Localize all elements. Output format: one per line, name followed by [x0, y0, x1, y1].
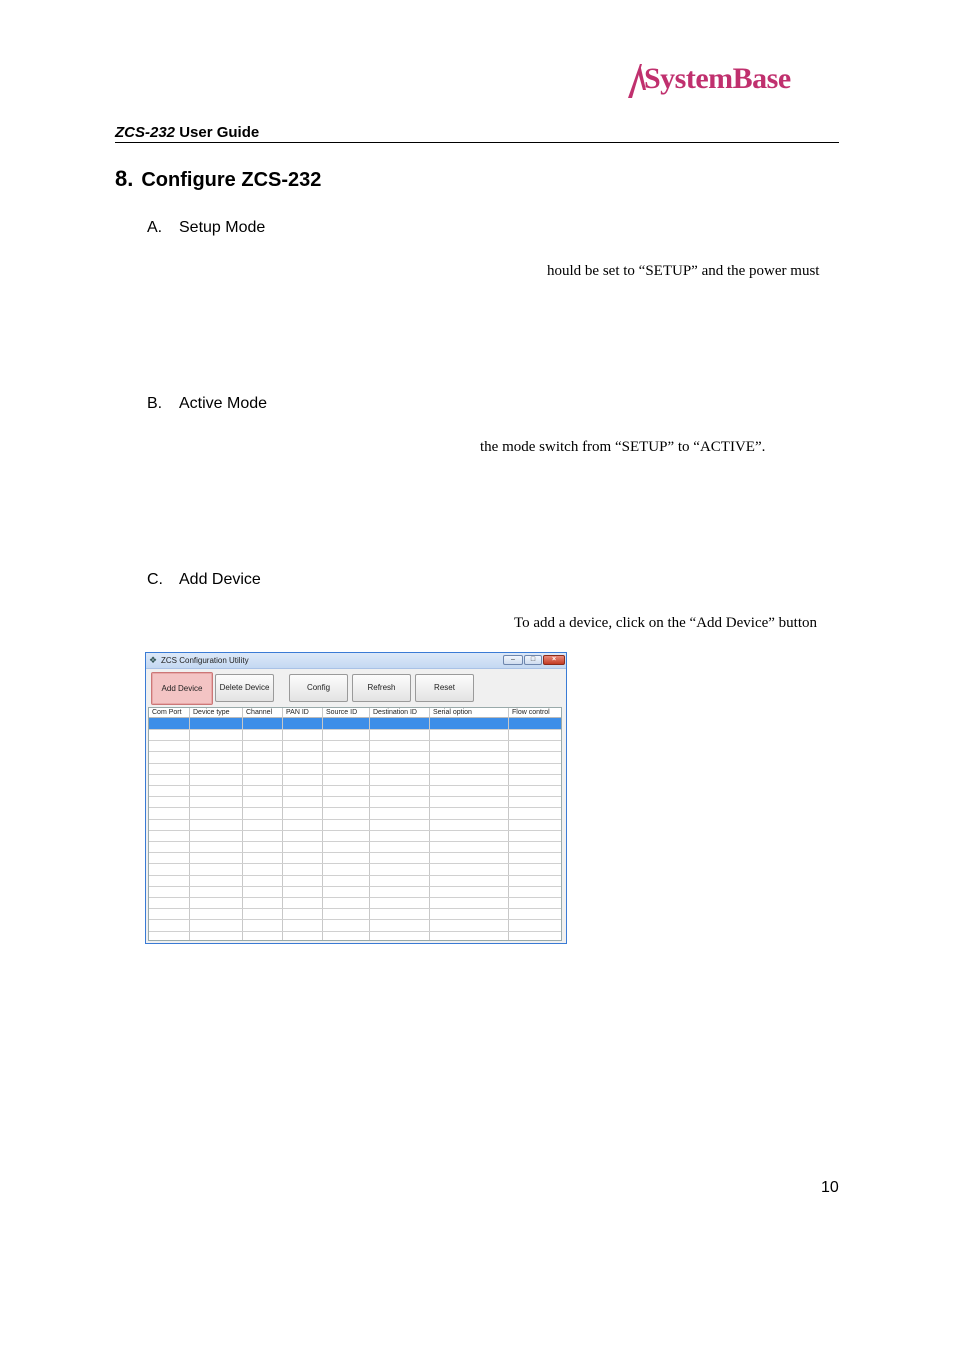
- subsection-a-text: hould be set to “SETUP” and the power must: [547, 263, 820, 279]
- subsection-label: Setup Mode: [179, 219, 266, 236]
- row-divider: [149, 852, 561, 853]
- row-divider: [149, 785, 561, 786]
- header-guide: User Guide: [179, 124, 260, 141]
- column-header[interactable]: Source ID: [326, 709, 358, 716]
- minimize-icon: –: [511, 656, 515, 663]
- section-title-text: Configure ZCS-232: [141, 169, 322, 191]
- column-divider: [322, 708, 323, 940]
- subsection-b-text: the mode switch from “SETUP” to “ACTIVE”.: [480, 439, 766, 455]
- column-divider: [369, 708, 370, 940]
- minimize-button[interactable]: [503, 655, 523, 665]
- row-divider: [149, 740, 561, 741]
- window-title-bar[interactable]: [146, 653, 566, 669]
- config-button[interactable]: Config: [289, 674, 348, 702]
- column-divider: [561, 708, 562, 940]
- subsection-c-heading: [147, 571, 261, 589]
- column-header[interactable]: Flow control: [512, 709, 550, 716]
- close-icon: ×: [551, 656, 557, 663]
- row-divider: [149, 751, 561, 752]
- row-divider: [149, 897, 561, 898]
- close-button[interactable]: [543, 655, 565, 665]
- maximize-button[interactable]: [524, 655, 542, 665]
- table-header: [149, 708, 561, 718]
- subsection-letter: C.: [147, 571, 163, 588]
- row-divider: [149, 729, 561, 730]
- column-divider: [282, 708, 283, 940]
- row-divider: [149, 830, 561, 831]
- subsection-label: Active Mode: [179, 395, 268, 412]
- column-header[interactable]: Destination ID: [373, 709, 417, 716]
- subsection-label: Add Device: [179, 571, 261, 588]
- column-header[interactable]: PAN ID: [286, 709, 309, 716]
- row-divider: [149, 841, 561, 842]
- subsection-letter: A.: [147, 219, 163, 236]
- column-divider: [242, 708, 243, 940]
- toolbar: [146, 669, 566, 707]
- row-divider: [149, 807, 561, 808]
- header-rule: [115, 142, 839, 143]
- selected-row[interactable]: [149, 718, 561, 729]
- column-header[interactable]: Com Port: [152, 709, 182, 716]
- row-divider: [149, 931, 561, 932]
- column-header[interactable]: Device type: [193, 709, 230, 716]
- document-header: [115, 124, 259, 141]
- delete-device-button[interactable]: Delete Device: [215, 674, 274, 702]
- row-divider: [149, 908, 561, 909]
- reset-button[interactable]: Reset: [415, 674, 474, 702]
- row-divider: [149, 863, 561, 864]
- device-table[interactable]: [148, 707, 562, 941]
- app-icon: ❖: [149, 655, 158, 665]
- page-number: 10: [821, 1179, 839, 1196]
- row-divider: [149, 886, 561, 887]
- row-divider: [149, 875, 561, 876]
- column-divider: [508, 708, 509, 940]
- column-header[interactable]: Serial option: [433, 709, 472, 716]
- subsection-b-heading: [147, 395, 267, 413]
- section-number: 8.: [115, 166, 134, 191]
- column-header[interactable]: Channel: [246, 709, 273, 716]
- section-title: [115, 166, 321, 192]
- column-divider: [429, 708, 430, 940]
- zcs-config-window: [145, 652, 567, 944]
- row-divider: [149, 819, 561, 820]
- refresh-button[interactable]: Refresh: [352, 674, 411, 702]
- row-divider: [149, 796, 561, 797]
- window-title: ZCS Configuration Utility: [161, 656, 249, 665]
- column-divider: [189, 708, 190, 940]
- row-divider: [149, 774, 561, 775]
- subsection-a-heading: [147, 219, 265, 237]
- maximize-icon: □: [530, 656, 536, 663]
- subsection-c-text: To add a device, click on the “Add Device” button: [514, 615, 818, 631]
- systembase-logo: [626, 58, 802, 102]
- add-device-button[interactable]: Add Device: [151, 672, 213, 705]
- row-divider: [149, 763, 561, 764]
- header-model: ZCS-232: [115, 124, 176, 141]
- logo-text: SystemBase: [644, 62, 791, 95]
- row-divider: [149, 919, 561, 920]
- subsection-letter: B.: [147, 395, 163, 412]
